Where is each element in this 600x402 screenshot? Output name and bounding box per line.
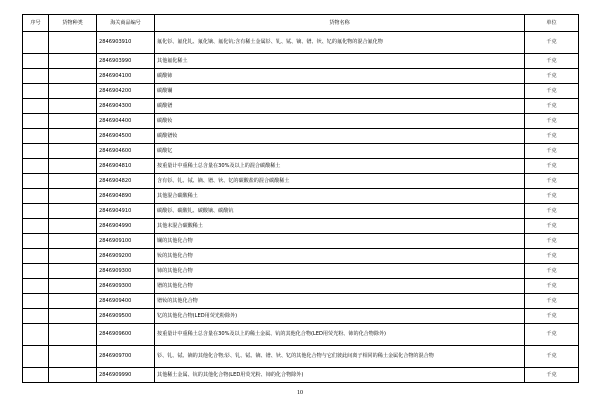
cell-kind xyxy=(49,219,97,234)
table-header-row xyxy=(23,15,579,32)
cell-seq xyxy=(23,32,49,54)
cell-code: 2846909400 xyxy=(97,294,155,309)
cell-unit: 千克 xyxy=(525,309,579,324)
cell-code: 2846904910 xyxy=(97,204,155,219)
cell-code: 2846904890 xyxy=(97,189,155,204)
cell-seq xyxy=(23,189,49,204)
column-header-kind: 货物种类 xyxy=(49,15,97,32)
cell-unit: 千克 xyxy=(525,279,579,294)
cell-code: 2846909300 xyxy=(97,264,155,279)
table-header xyxy=(23,15,579,32)
cell-unit: 千克 xyxy=(525,32,579,54)
cell-kind xyxy=(49,54,97,69)
cell-name: 镧的其他化合物 xyxy=(155,234,525,249)
cell-code: 2846909300 xyxy=(97,279,155,294)
table-row xyxy=(23,174,579,189)
cell-kind xyxy=(49,249,97,264)
cell-kind xyxy=(49,84,97,99)
cell-kind xyxy=(49,174,97,189)
table-row xyxy=(23,249,579,264)
cell-name: 碳酸钕 xyxy=(155,114,525,129)
table-row xyxy=(23,294,579,309)
cell-code: 2846909990 xyxy=(97,368,155,383)
table-row xyxy=(23,32,579,54)
cell-seq xyxy=(23,114,49,129)
cell-seq xyxy=(23,54,49,69)
cell-unit: 千克 xyxy=(525,294,579,309)
page-number: 10 xyxy=(297,390,303,396)
cell-unit: 千克 xyxy=(525,189,579,204)
cell-name: 按重量计中重稀土总含量在30%及以上的稀土金属、钪的其他化合物(LED用荧光粉、铈的化合物除外) xyxy=(155,324,525,346)
cell-kind xyxy=(49,32,97,54)
cell-kind xyxy=(49,69,97,84)
cell-unit: 千克 xyxy=(525,159,579,174)
cell-code: 2846909600 xyxy=(97,324,155,346)
cell-name: 按重量计中重稀土总含量在30%及以上的混合碳酸稀土 xyxy=(155,159,525,174)
cell-kind xyxy=(49,324,97,346)
cell-unit: 千克 xyxy=(525,264,579,279)
cell-seq xyxy=(23,159,49,174)
cell-unit: 千克 xyxy=(525,84,579,99)
table-body xyxy=(23,32,579,383)
cell-seq xyxy=(23,129,49,144)
cell-code: 2846903990 xyxy=(97,54,155,69)
cell-seq xyxy=(23,346,49,368)
cell-kind xyxy=(49,114,97,129)
cell-code: 2846904400 xyxy=(97,114,155,129)
cell-seq xyxy=(23,144,49,159)
cell-name: 碳酸镨 xyxy=(155,99,525,114)
table-row xyxy=(23,54,579,69)
cell-name: 其他混合碳酸稀土 xyxy=(155,189,525,204)
cell-unit: 千克 xyxy=(525,234,579,249)
cell-code: 2846904100 xyxy=(97,69,155,84)
cell-kind xyxy=(49,294,97,309)
cell-kind xyxy=(49,264,97,279)
table-row xyxy=(23,114,579,129)
cell-name: 其他氟化稀土 xyxy=(155,54,525,69)
cell-code: 2846904300 xyxy=(97,99,155,114)
cell-kind xyxy=(49,99,97,114)
column-header-name: 货物名称 xyxy=(155,15,525,32)
table-row xyxy=(23,368,579,383)
cell-name: 碳酸镨钕 xyxy=(155,129,525,144)
cell-code: 2846903910 xyxy=(97,32,155,54)
cell-name: 其他未混合碳酸稀土 xyxy=(155,219,525,234)
cell-unit: 千克 xyxy=(525,54,579,69)
cell-unit: 千克 xyxy=(525,368,579,383)
cell-unit: 千克 xyxy=(525,174,579,189)
cell-seq xyxy=(23,84,49,99)
table-row xyxy=(23,264,579,279)
cell-name: 碳酸钐、碳酸钆、碳酸镝、碳酸钪 xyxy=(155,204,525,219)
cell-code: 2846904600 xyxy=(97,144,155,159)
cell-code: 2846904990 xyxy=(97,219,155,234)
cell-name: 钕的其他化合物 xyxy=(155,249,525,264)
cell-kind xyxy=(49,204,97,219)
cell-kind xyxy=(49,129,97,144)
cell-kind xyxy=(49,309,97,324)
cell-unit: 千克 xyxy=(525,204,579,219)
table-row xyxy=(23,99,579,114)
table-row xyxy=(23,309,579,324)
cell-name: 碳酸铈 xyxy=(155,69,525,84)
cell-name: 镨的其他化合物 xyxy=(155,279,525,294)
cell-unit: 千克 xyxy=(525,114,579,129)
column-header-code: 海关商品编号 xyxy=(97,15,155,32)
cell-seq xyxy=(23,99,49,114)
cell-name: 铈的其他化合物 xyxy=(155,264,525,279)
table-row xyxy=(23,204,579,219)
table-row xyxy=(23,144,579,159)
cell-code: 2846909700 xyxy=(97,346,155,368)
cell-seq xyxy=(23,264,49,279)
cell-code: 2846909100 xyxy=(97,234,155,249)
cell-seq xyxy=(23,234,49,249)
cell-kind xyxy=(49,368,97,383)
table-row xyxy=(23,159,579,174)
cell-unit: 千克 xyxy=(525,129,579,144)
cell-kind xyxy=(49,144,97,159)
cell-seq xyxy=(23,309,49,324)
cell-kind xyxy=(49,159,97,174)
cell-seq xyxy=(23,294,49,309)
cell-kind xyxy=(49,234,97,249)
column-header-seq: 序号 xyxy=(23,15,49,32)
table-row xyxy=(23,234,579,249)
cell-unit: 千克 xyxy=(525,219,579,234)
cell-code: 2846904500 xyxy=(97,129,155,144)
cell-seq xyxy=(23,204,49,219)
cell-name: 碳酸镧 xyxy=(155,84,525,99)
table-row xyxy=(23,129,579,144)
cell-kind xyxy=(49,279,97,294)
cell-code: 2846904820 xyxy=(97,174,155,189)
cell-unit: 千克 xyxy=(525,324,579,346)
cell-seq xyxy=(23,249,49,264)
table-row xyxy=(23,84,579,99)
cell-seq xyxy=(23,368,49,383)
cell-kind xyxy=(49,189,97,204)
cell-code: 2846909500 xyxy=(97,309,155,324)
cell-unit: 千克 xyxy=(525,249,579,264)
cell-name: 碳酸钇 xyxy=(155,144,525,159)
cell-unit: 千克 xyxy=(525,144,579,159)
cell-seq xyxy=(23,219,49,234)
cell-name: 钐、钆、铽、镝的其他化合物;钐、钆、铽、镝、镨、钬、钇的其他化合物与它们彼此间离子相同的稀土金属化合物的混合物 xyxy=(155,346,525,368)
cell-seq xyxy=(23,174,49,189)
cell-unit: 千克 xyxy=(525,346,579,368)
cell-name: 钇的其他化合物(LED用荧光粉除外) xyxy=(155,309,525,324)
cell-code: 2846904810 xyxy=(97,159,155,174)
cell-name: 含有钐、钆、铽、镝、镨、钬、钇的碳酸盐的混合碳酸稀土 xyxy=(155,174,525,189)
table-row xyxy=(23,189,579,204)
table-row xyxy=(23,346,579,368)
cell-kind xyxy=(49,346,97,368)
table-row xyxy=(23,324,579,346)
cell-name: 镨钕的其他化合物 xyxy=(155,294,525,309)
cell-unit: 千克 xyxy=(525,69,579,84)
cell-seq xyxy=(23,69,49,84)
cell-name: 氟化钐、氟化钆、氟化镝、氟化钪;含有稀土金属钐、钆、铽、镝、镨、钬、钇的氟化物的混合氟化物 xyxy=(155,32,525,54)
cell-seq xyxy=(23,324,49,346)
table-row xyxy=(23,69,579,84)
cell-seq xyxy=(23,279,49,294)
column-header-unit: 单位 xyxy=(525,15,579,32)
table-row xyxy=(23,279,579,294)
table-row xyxy=(23,219,579,234)
cell-name: 其他稀土金属、钪的其他化合物(LED用荧光粉、铈的化合物除外) xyxy=(155,368,525,383)
cell-unit: 千克 xyxy=(525,99,579,114)
goods-table xyxy=(22,14,579,383)
cell-code: 2846904200 xyxy=(97,84,155,99)
cell-code: 2846909200 xyxy=(97,249,155,264)
